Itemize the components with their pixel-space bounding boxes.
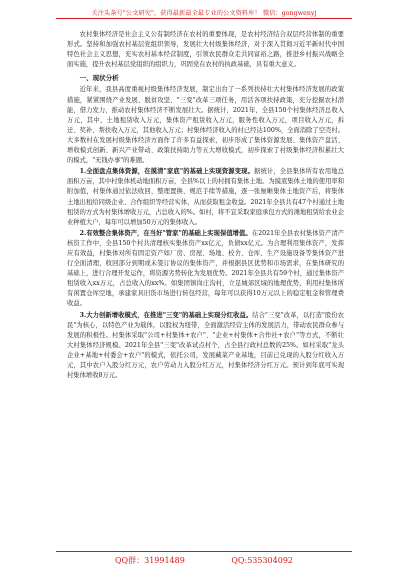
qq-group: QQ群：31991489: [114, 556, 185, 565]
document-body: [67, 30, 344, 382]
intro-paragraph: 农村集体经济是社会主义公有制经济在农村的重要体现，是农村经济结合双层经营体制的重要形式。坚持和加强农村基层党组织领导，发展壮大村级集体经济，对于深入贯彻习近平新时代中国特色社会主义思想，充实农村基本经营制度，引领农民群众走共同富裕之路，推进乡村振兴战略全面实施，提升农村基层党组织的组织力，巩固党在农村的执政基础，具有重大意义。: [67, 31, 344, 69]
item-paragraph-3: [67, 311, 344, 382]
item-body-2: 在2021年全县农村集体资产清产核资工作中，全县150个村共清理核实集体资产xx亿元，负债xx亿元。为合理利用集体资产，发挥应有效益，村集体对所有固定资产如厂房、房屋、场地、校舍、仓库、生产设施设备等集体资产进行全面清理，收回部分到期或未签订协议的集体资产，并根据县区优势和市场需求，在集体研究的基础上，进行合理开发运作，将资源劣势转化为发展优势。2021年全县共有59个村，通过集体资产租赁收入xx万元，占总收入的xx%。如集团镇岗庄沟村，立足城郊区域的地理优势，利用村集体所有闲置仓库空地，承建家具旧货市场进行转包经营，每年可以获得10万元以上的稳定租金和管理费收益。: [67, 229, 344, 308]
item-paragraph-1: [67, 167, 344, 228]
section-title: 一、现状分析: [79, 74, 119, 83]
qq-contact: QQ:535304092: [231, 556, 293, 565]
footer-rule: [56, 551, 352, 552]
item-title-3: 3.大力创新增收模式，在推进"三变"的基础上实现分红收益。: [79, 311, 253, 319]
item-paragraph-2: [67, 229, 344, 310]
page-header: 关注头条号"公文研究"，获得最新最全最专业的公文资料库！ 微信：gongwenyj: [91, 10, 317, 17]
header-rule: [56, 18, 352, 19]
item-body-1: 据统计，全县集体所有农用地总面积万亩，其中村集体机动地面积万亩，全县%以上的村拥有集体土地。为摸底集体土地的使用率和附加值，村集体通过依法收回、整理置换、规范手续等措施，逐一张厘晰集体土地资产后，将集体土地出租给同级企业、合作组织等经营实体，从而获取租金收益。2021年全县共有47个村通过土地租赁的方式为村集体增收万元，占总收入的%。如村，将不宜采取家庭承包方式的滩地租赁给农业企业种植大户，每年可以增加50万元的集体收入。: [67, 168, 345, 226]
item-title-1: 1.全面盘点集体资源，在摸清"家底"的基础上实现资源变现。: [79, 168, 255, 176]
analysis-paragraph: 近年来，我县高度重视村级集体经济发展，制定出台了一系列扶持壮大村集体经济发展的政策措施，紧紧围绕产业发展、脱贫攻坚、"三变"改革三项任务，用活各项扶持政策，充分挖掘农村潜能，借力发力，推动农村集体经济不断发展壮大。据统计，2021年，全县150个村集体经济总收入万元，其中，土地租赁收入万元，集体资产租赁收入万元，服务性收入万元，项目收入万元，拆迁、奖补、帮扶收入万元，其他收入万元；村集体经济收入的村已经达100%，全面消除了空壳村。大多数村在发展村级集体经济方面作了许多有益探索，初步形成了集体资源发展、集体资产盘活、增收模式创新、新兴产业带动、政策扶持助力等五大增收模式，初步探索了村级集体经济积累壮大的模式，"无钱办事"的难题。: [67, 86, 344, 165]
item-body-3: 结合"三变"改革，以打造"股份农民"为核心，以特色产业为载体，以股权为纽带，全面激活经营主体的发展活力，带动农民群众参与发展的积极性。村集体采取"公司+村集体+农户"、"企业+村集体+合作社+农户"等方式，不断壮大村集体经济规模。2021年全县"三变"改革试点村个，占全县行政村总数的25%。如村采取"龙头企业+基地+村委会+农户"的模式，依托公司，发展藏菜产业基地，目前已兑现的入股分红收入万元，其中农户入股分红万元，农户劳动力入股分红万元，村集体经济分红万元。预计到年底可实现村集体增收8万元。: [67, 311, 344, 380]
page-footer: [0, 555, 408, 566]
item-title-2: 2.有效整合集体资产，在当好"管家"的基础上实现保值增值。: [79, 229, 252, 237]
